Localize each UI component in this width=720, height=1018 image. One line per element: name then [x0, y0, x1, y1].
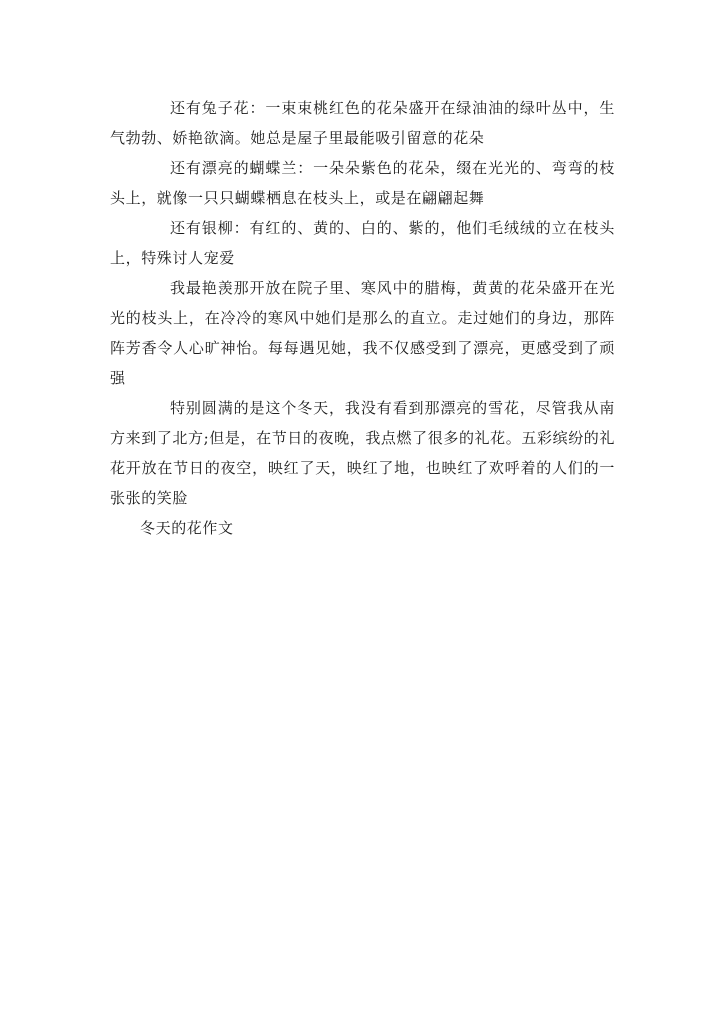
paragraph-rabbit-flower: 还有兔子花：一束束桃红色的花朵盛开在绿油油的绿叶丛中，生气勃勃、娇艳欲滴。她总是屋子里最能吸引留意的花朵 [110, 99, 615, 147]
paragraph-butterfly-orchid: 还有漂亮的蝴蝶兰：一朵朵紫色的花朵，缀在光光的、弯弯的枝头上，就像一只只蝴蝶栖息在枝头上，或是在翩翩起舞 [110, 159, 615, 207]
paragraph-wintersweet: 我最艳羡那开放在院子里、寒风中的腊梅，黄黄的花朵盛开在光光的枝头上，在冷冷的寒风中她们是那么的直立。走过她们的身边，那阵阵芳香令人心旷神怡。每每遇见她，我不仅感受到了漂亮，更感受到了顽强 [110, 279, 615, 387]
document-body [110, 93, 615, 543]
paragraph-fireworks: 特别圆满的是这个冬天，我没有看到那漂亮的雪花，尽管我从南方来到了北方;但是，在节日的夜晚，我点燃了很多的礼花。五彩缤纷的礼花开放在节日的夜空，映红了天，映红了地，也映红了欢呼着的人们的一张张的笑脸 [110, 399, 615, 507]
paragraph-silver-willow: 还有银柳：有红的、黄的、白的、紫的，他们毛绒绒的立在枝头上，特殊讨人宠爱 [110, 219, 615, 267]
footer-title: 冬天的花作文 [140, 519, 234, 537]
